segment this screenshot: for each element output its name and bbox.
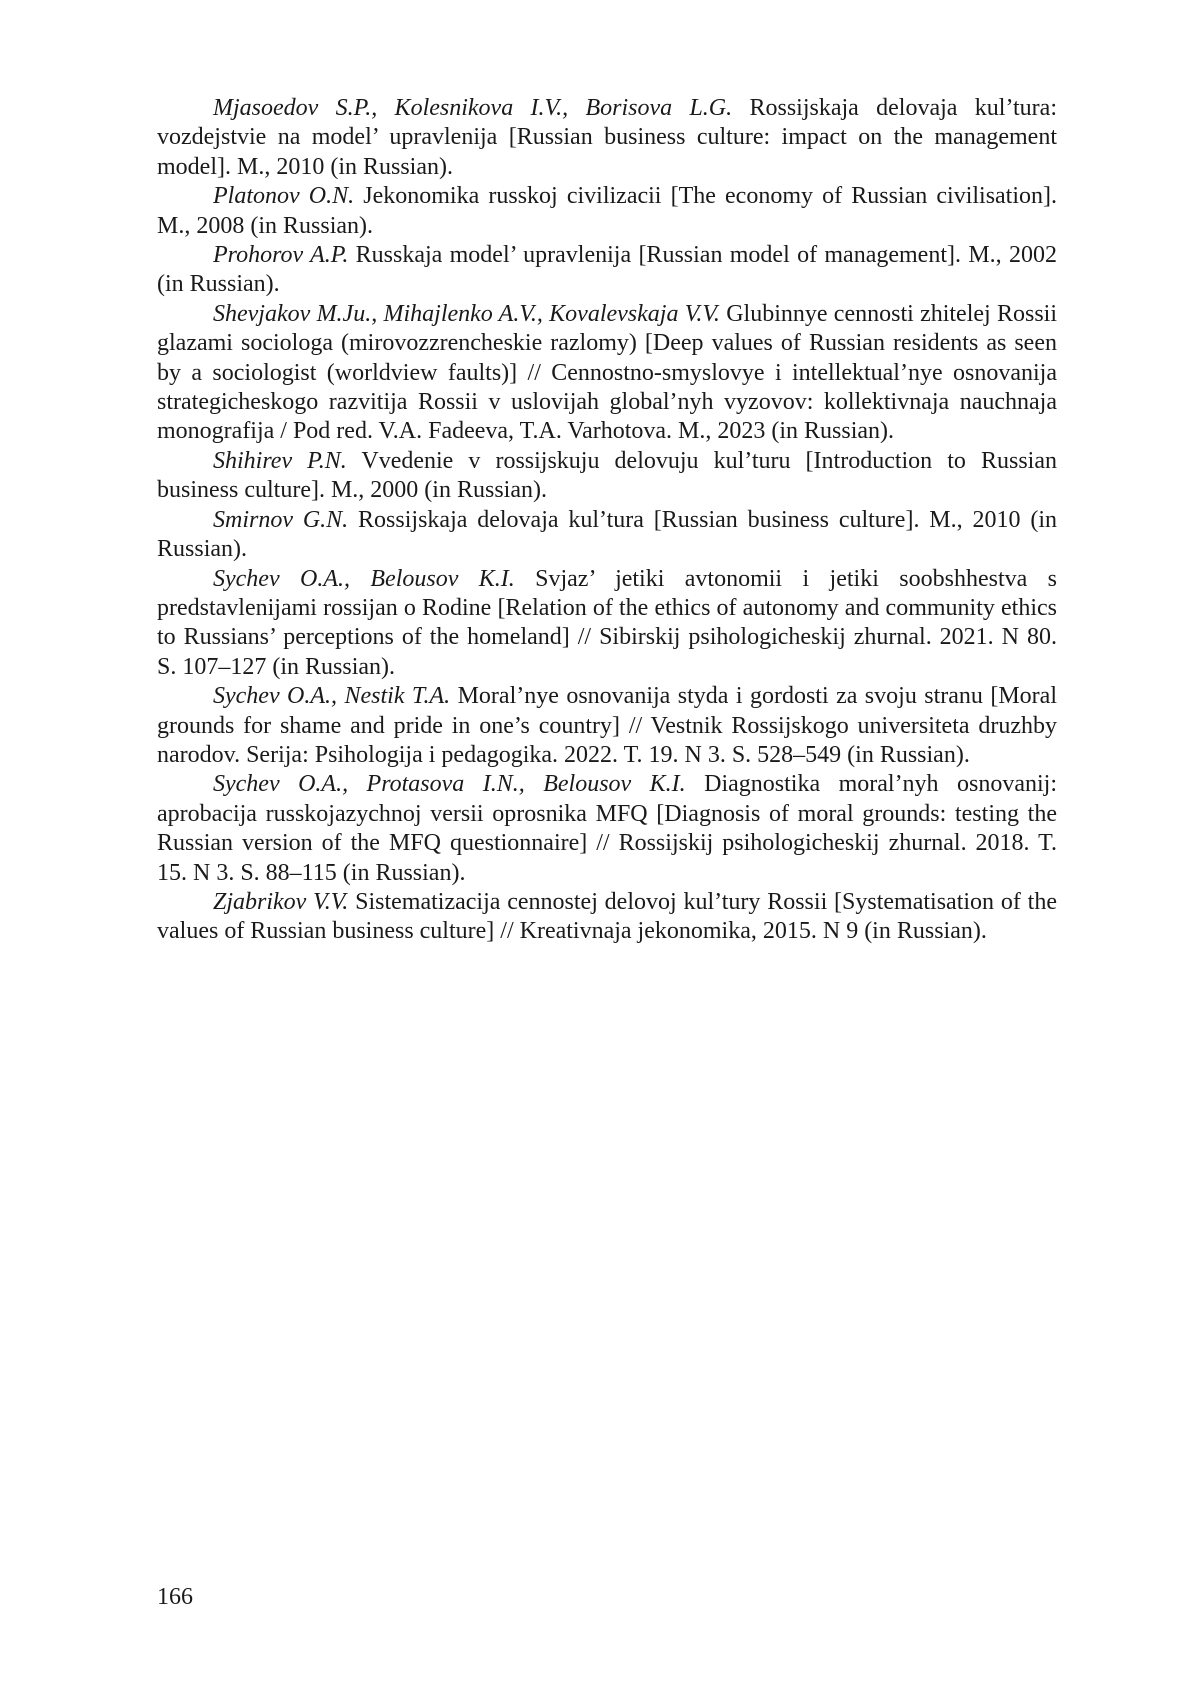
reference-entry [157, 300, 1057, 447]
reference-text: Rossijskaja delovaja kul’tura: vozdejstvie na model’ upravlenija [Russian business culture: impact on the management model]. M., 2010 (in Russian). [157, 95, 1057, 180]
reference-entry [157, 447, 1057, 506]
reference-text: Moral’nye osnovanija styda i gordosti za svoju stranu [Moral grounds for shame and pride in one’s country] // Vestnik Rossijskogo universiteta druzhby narodov. Serija: Psihologija i pedagogika. 2022. T. 19. N 3. S. 528–549 (in Russian). [157, 683, 1057, 768]
page-number: 166 [157, 1584, 193, 1610]
reference-entry [157, 682, 1057, 770]
reference-authors: Mjasoedov S.P., Kolesnikova I.V., Borisova L.G. [213, 95, 733, 121]
reference-text: Svjaz’ jetiki avtonomii i jetiki soobshhestva s predstavlenijami rossijan o Rodine [Relation of the ethics of autonomy and community ethics to Russians’ perceptions of the homeland] // Sibirskij psihologicheskij zhurnal. 2021. N 80. S. 107–127 (in Russian). [157, 565, 1057, 680]
reference-entry [157, 94, 1057, 182]
reference-authors: Sychev O.A., Belousov K.I. [213, 565, 515, 592]
reference-text: Sistematizacija cennostej delovoj kul’tury Rossii [Systematisation of the values of Russian business culture] // Kreativnaja jekonomika, 2015. N 9 (in Russian). [157, 888, 1058, 945]
reference-authors: Sychev O.A., Nestik T.A. [213, 683, 451, 710]
reference-entry [157, 506, 1057, 565]
reference-text: Russkaja model’ upravlenija [Russian model of management]. M., 2002 (in Russian). [157, 242, 1057, 298]
reference-text: Jekonomika russkoj civilizacii [The economy of Russian civilisation]. M., 2008 (in Russian). [157, 183, 1058, 239]
reference-authors: Platonov O.N. [213, 183, 355, 210]
reference-entry [157, 182, 1057, 241]
reference-entry [157, 565, 1057, 683]
reference-authors: Prohorov A.P. [213, 242, 349, 269]
reference-authors: Zjabrikov V.V. [213, 888, 349, 915]
reference-authors: Sychev O.A., Protasova I.N., Belousov K.I. [213, 771, 686, 798]
reference-entry [157, 241, 1057, 300]
reference-text: Rossijskaja delovaja kul’tura [Russian business culture]. M., 2010 (in Russian). [157, 506, 1057, 563]
reference-text: Diagnostika moral’nyh osnovanij: aprobacija russkojazychnoj versii oprosnika MFQ [Diagnosis of moral grounds: testing the Russian version of the MFQ questionnaire] // Rossijskij psihologicheskij zhurnal. 2018. T. 15. N 3. S. 88–115 (in Russian). [157, 771, 1058, 886]
reference-text: Glubinnye cennosti zhitelej Rossii glazami sociologa (mirovozzrencheskie razlomy) [Deep values of Russian residents as seen by a sociologist (worldview faults)] // Cennostno-smyslovye i intellektual’nye osnovanija strategicheskogo razvitija Rossii v uslovijah global’nyh vyzovov: kollektivnaja nauchnaja monografija / Pod red. V.A. Fadeeva, T.A. Varhotova. M., 2023 (in Russian). [157, 300, 1058, 445]
reference-authors: Shevjakov M.Ju., Mihajlenko A.V., Kovalevskaja V.V. [213, 300, 720, 327]
reference-list [157, 94, 1057, 947]
reference-entry [157, 888, 1057, 947]
reference-authors: Smirnov G.N. [213, 506, 349, 533]
reference-authors: Shihirev P.N. [213, 447, 347, 474]
reference-text: Vvedenie v rossijskuju delovuju kul’turu [Introduction to Russian business culture]. M., 2000 (in Russian). [157, 447, 1057, 504]
reference-entry [157, 770, 1057, 888]
